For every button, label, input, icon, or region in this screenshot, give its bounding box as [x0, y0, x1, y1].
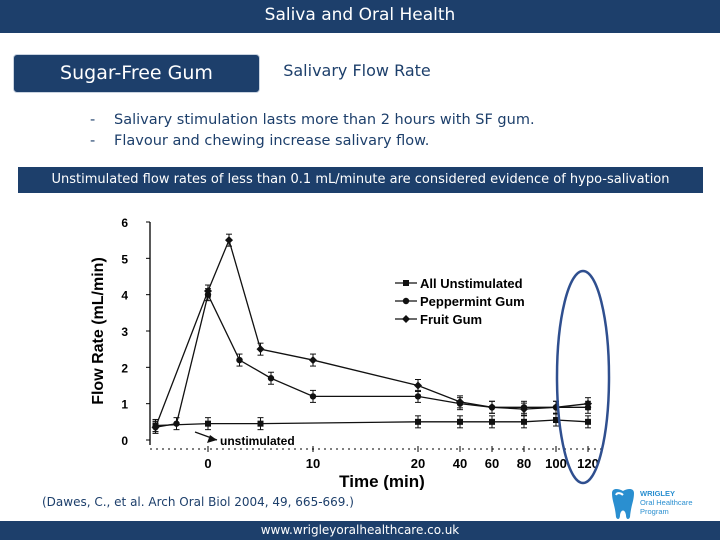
tab-salivary-flow-rate[interactable]: [262, 54, 452, 91]
page-title: Saliva and Oral Health: [264, 5, 456, 25]
x-tick-label: 60: [484, 456, 500, 471]
series-line: [156, 240, 589, 427]
legend-marker: [403, 298, 409, 304]
x-tick-label: 0: [204, 456, 212, 471]
tooth-icon: [608, 487, 638, 521]
legend-marker: [402, 315, 410, 323]
data-point: [258, 421, 264, 427]
legend-marker: [403, 280, 409, 286]
tab-label: Sugar-Free Gum: [60, 62, 213, 84]
bullet-list: [90, 110, 535, 152]
legend-label: All Unstimulated: [420, 276, 523, 291]
footer-bar: [0, 521, 720, 540]
data-point: [268, 375, 274, 381]
data-point: [414, 382, 422, 390]
y-tick-label: 0: [121, 434, 128, 448]
data-point: [521, 419, 527, 425]
tab-label: Salivary Flow Rate: [283, 61, 431, 80]
data-point: [415, 419, 421, 425]
y-tick-label: 3: [121, 325, 128, 339]
data-point: [489, 419, 495, 425]
data-point: [309, 356, 317, 364]
x-axis-label: Time (min): [339, 472, 425, 490]
data-point: [225, 236, 233, 244]
data-point: [205, 421, 211, 427]
flow-rate-chart: [85, 205, 615, 490]
y-tick-label: 5: [121, 252, 128, 267]
note-banner: [18, 167, 703, 193]
list-item: - Flavour and chewing increase salivary flow.: [90, 133, 430, 149]
data-point: [488, 403, 496, 411]
y-tick-label: 1: [121, 397, 128, 412]
x-tick-label: 40: [452, 456, 468, 471]
y-axis-label: Flow Rate (mL/min): [90, 257, 107, 405]
data-point: [457, 419, 463, 425]
tab-sugar-free-gum[interactable]: [13, 54, 260, 93]
data-point: [236, 357, 242, 363]
title-bar: [0, 0, 720, 33]
citation: (Dawes, C., et al. Arch Oral Biol 2004, 49, 665-669.): [42, 495, 354, 509]
y-tick-label: 2: [121, 361, 128, 376]
note-text: Unstimulated flow rates of less than 0.1 mL/minute are considered evidence of hypo-salivation: [51, 172, 670, 187]
wrigley-logo: [608, 487, 713, 521]
x-tick-label: 10: [305, 456, 321, 471]
data-point: [415, 393, 421, 399]
data-point: [257, 345, 265, 353]
legend-label: Fruit Gum: [420, 312, 483, 327]
x-tick-label: 120: [577, 456, 599, 471]
y-tick-label: 6: [121, 216, 128, 230]
data-point: [310, 393, 316, 399]
legend-label: Peppermint Gum: [420, 294, 525, 309]
annotation-label: unstimulated: [220, 434, 295, 448]
x-tick-label: 80: [516, 456, 532, 471]
list-item: - Salivary stimulation lasts more than 2 hours with SF gum.: [90, 112, 535, 128]
x-tick-label: 20: [410, 456, 426, 471]
data-point: [173, 420, 179, 426]
logo-text: WRIGLEY Oral Healthcare Program: [640, 489, 693, 516]
highlight-ellipse: [557, 271, 609, 483]
data-point: [585, 419, 591, 425]
y-tick-label: 4: [121, 288, 128, 303]
x-tick-label: 100: [545, 456, 567, 471]
annotation-arrowhead: [207, 435, 217, 443]
footer-url[interactable]: www.wrigleyoralhealthcare.co.uk: [260, 523, 460, 537]
